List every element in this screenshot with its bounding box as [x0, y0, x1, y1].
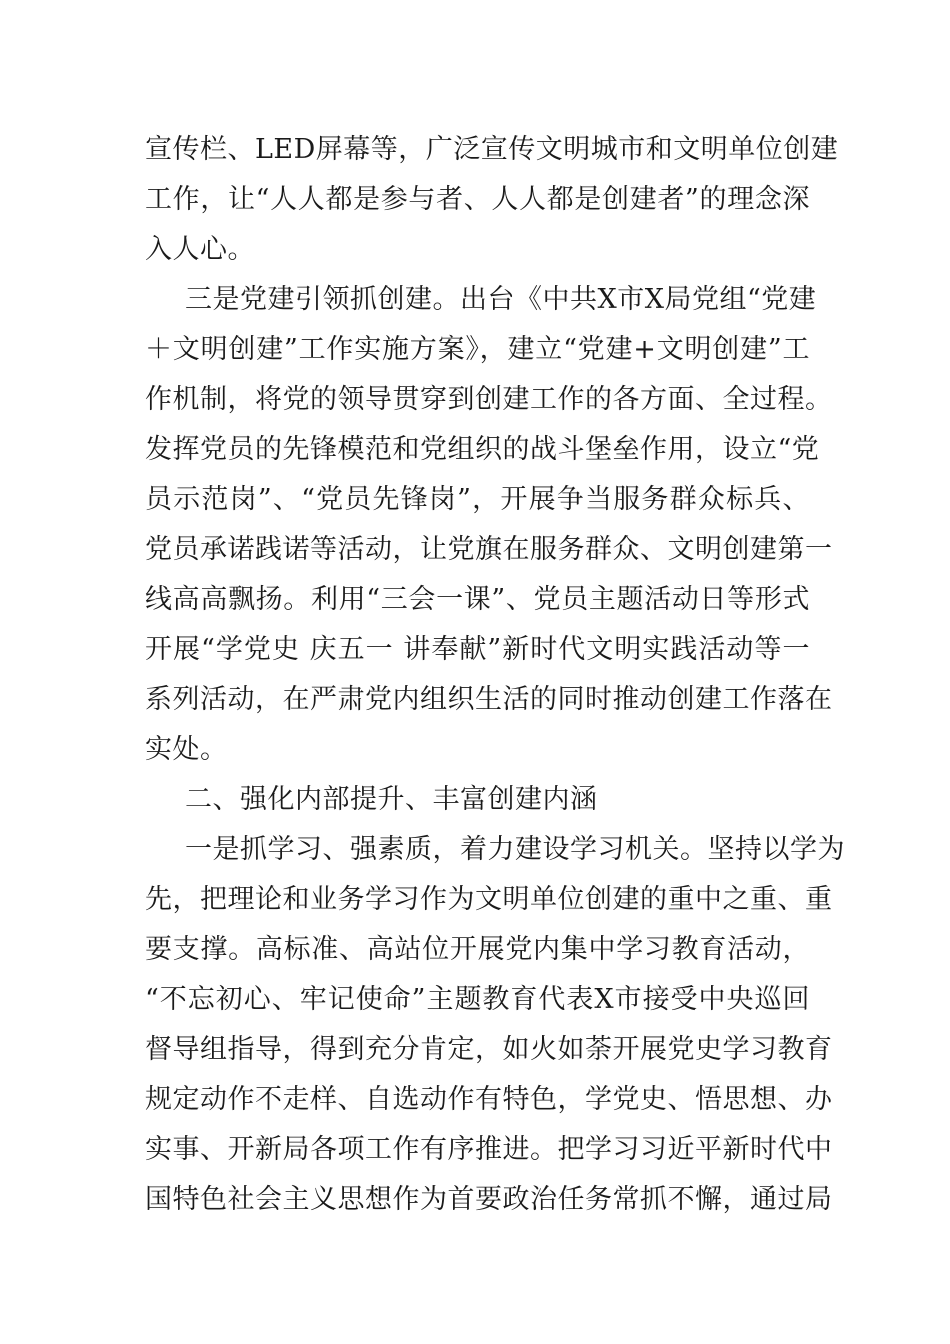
- paragraph-line: 系列活动，在严肃党内组织生活的同时推动创建工作落在: [145, 684, 833, 715]
- paragraph-line: 开展“学党史 庆五一 讲奉献”新时代文明实践活动等一: [145, 634, 810, 665]
- paragraph-line: 发挥党员的先锋模范和党组织的战斗堡垒作用，设立“党: [145, 434, 820, 465]
- paragraph-line: 要支撑。高标准、高站位开展党内集中学习教育活动，: [145, 934, 810, 965]
- paragraph-line: 入人心。: [145, 234, 255, 265]
- paragraph-line: 一是抓学习、强素质，着力建设学习机关。坚持以学为: [185, 834, 845, 865]
- paragraph-line: 宣传栏、LED屏幕等，广泛宣传文明城市和文明单位创建: [145, 134, 839, 165]
- paragraph-line: 三是党建引领抓创建。出台《中共X市X局党组“党建: [185, 284, 817, 315]
- paragraph-line: 线高高飘扬。利用“三会一课”、党员主题活动日等形式: [145, 584, 810, 615]
- paragraph-line: 党员承诺践诺等活动，让党旗在服务群众、文明创建第一: [145, 534, 833, 565]
- paragraph-line: 督导组指导，得到充分肯定，如火如荼开展党史学习教育: [145, 1034, 833, 1065]
- paragraph-line: 先，把理论和业务学习作为文明单位创建的重中之重、重: [145, 884, 833, 915]
- paragraph-line: 实处。: [145, 734, 228, 765]
- paragraph-line: 国特色社会主义思想作为首要政治任务常抓不懈，通过局: [145, 1184, 833, 1215]
- paragraph-line: ＋文明创建”工作实施方案》，建立“党建+文明创建”工: [145, 334, 810, 365]
- paragraph-line: 员示范岗”、“党员先锋岗”，开展争当服务群众标兵、: [145, 484, 810, 515]
- paragraph-line: 工作，让“人人都是参与者、人人都是创建者”的理念深: [145, 184, 810, 215]
- paragraph-line: 规定动作不走样、自选动作有特色，学党史、悟思想、办: [145, 1084, 833, 1115]
- paragraph-line: 作机制，将党的领导贯穿到创建工作的各方面、全过程。: [145, 384, 833, 415]
- section-heading: 二、强化内部提升、丰富创建内涵: [185, 784, 598, 815]
- paragraph-line: 实事、开新局各项工作有序推进。把学习习近平新时代中: [145, 1134, 833, 1165]
- paragraph-line: “不忘初心、牢记使命”主题教育代表X市接受中央巡回: [145, 984, 810, 1015]
